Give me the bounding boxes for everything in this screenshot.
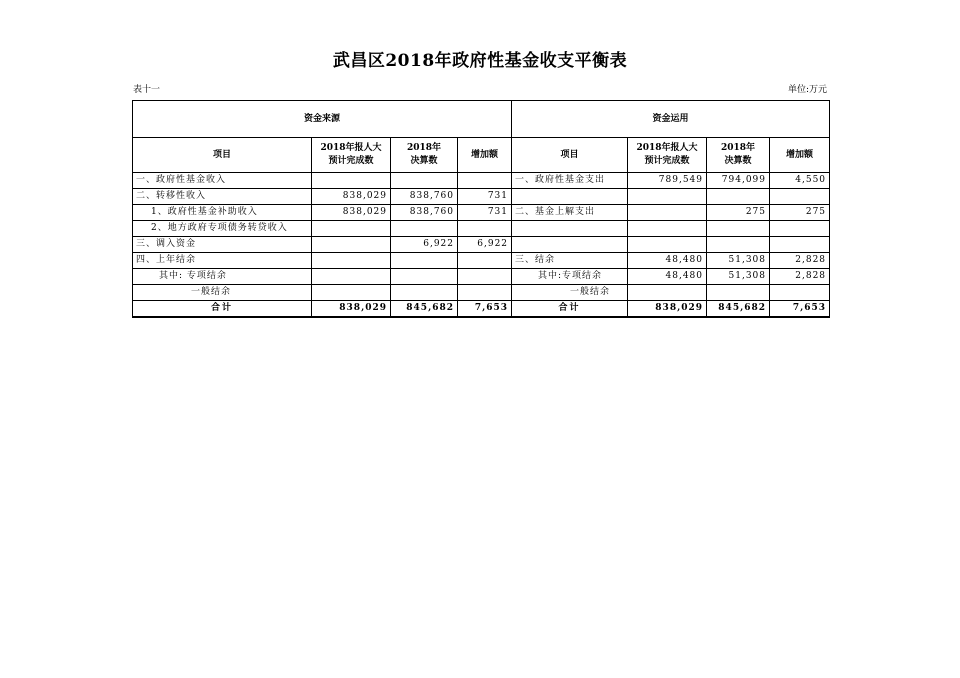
row-item-right: [512, 221, 628, 237]
table-row: [133, 173, 830, 189]
row-item-right: 二、基金上解支出: [512, 205, 628, 221]
row-item-left: 一、政府性基金收入: [133, 173, 312, 189]
row-final-left: [391, 221, 458, 237]
balance-table: [132, 100, 830, 318]
row-increase-left: 731: [458, 189, 512, 205]
row-item-left: 2、地方政府专项债务转贷收入: [133, 221, 312, 237]
row-estimate-right: [628, 221, 707, 237]
row-estimate-right: 789,549: [628, 173, 707, 189]
total-final-left: 845,682: [391, 301, 458, 318]
row-estimate-left: [312, 285, 391, 301]
row-item-left: 二、转移性收入: [133, 189, 312, 205]
table-row: [133, 189, 830, 205]
row-estimate-right: 48,480: [628, 269, 707, 285]
row-estimate-right: 48,480: [628, 253, 707, 269]
section-header-row: [133, 101, 830, 138]
row-increase-right: [770, 221, 830, 237]
row-final-right: 51,308: [707, 269, 770, 285]
row-final-left: [391, 173, 458, 189]
row-increase-right: 4,550: [770, 173, 830, 189]
column-header-row: [133, 138, 830, 173]
row-estimate-left: [312, 173, 391, 189]
total-increase-right: 7,653: [770, 301, 830, 318]
row-increase-left: [458, 253, 512, 269]
row-item-right: [512, 189, 628, 205]
header-final-left: 2018年 决算数: [391, 138, 458, 173]
row-final-right: [707, 285, 770, 301]
total-label-right: 合计: [512, 301, 628, 318]
row-increase-left: 731: [458, 205, 512, 221]
total-label-left: 合计: [133, 301, 312, 318]
row-increase-right: [770, 189, 830, 205]
row-final-right: 794,099: [707, 173, 770, 189]
table-row: [133, 237, 830, 253]
total-estimate-left: 838,029: [312, 301, 391, 318]
row-item-left: 一般结余: [133, 285, 312, 301]
header-increase-right: 增加额: [770, 138, 830, 173]
table-row: [133, 253, 830, 269]
header-increase-left: 增加额: [458, 138, 512, 173]
row-final-right: [707, 237, 770, 253]
section-sources: 资金来源: [133, 101, 512, 138]
row-estimate-right: [628, 285, 707, 301]
row-item-right: [512, 237, 628, 253]
row-item-right: 一、政府性基金支出: [512, 173, 628, 189]
row-estimate-left: 838,029: [312, 189, 391, 205]
row-increase-right: [770, 285, 830, 301]
row-estimate-right: [628, 237, 707, 253]
row-increase-left: 6,922: [458, 237, 512, 253]
row-increase-right: 275: [770, 205, 830, 221]
table-row: [133, 205, 830, 221]
row-final-left: 838,760: [391, 189, 458, 205]
header-estimate-left: 2018年报人大 预计完成数: [312, 138, 391, 173]
row-final-right: 275: [707, 205, 770, 221]
table-row: [133, 285, 830, 301]
row-increase-right: [770, 237, 830, 253]
row-increase-right: 2,828: [770, 253, 830, 269]
row-estimate-left: 838,029: [312, 205, 391, 221]
row-final-right: [707, 189, 770, 205]
row-estimate-left: [312, 237, 391, 253]
row-increase-left: [458, 173, 512, 189]
table-row: [133, 221, 830, 237]
row-final-right: [707, 221, 770, 237]
row-final-left: [391, 253, 458, 269]
row-item-right: 其中:专项结余: [512, 269, 628, 285]
row-item-left: 其中: 专项结余: [133, 269, 312, 285]
row-increase-right: 2,828: [770, 269, 830, 285]
row-estimate-right: [628, 189, 707, 205]
total-estimate-right: 838,029: [628, 301, 707, 318]
row-increase-left: [458, 285, 512, 301]
header-item-right: 项目: [512, 138, 628, 173]
total-final-right: 845,682: [707, 301, 770, 318]
header-final-right: 2018年 决算数: [707, 138, 770, 173]
header-item-left: 项目: [133, 138, 312, 173]
table-row: [133, 269, 830, 285]
row-final-left: [391, 285, 458, 301]
total-row: [133, 301, 830, 318]
row-final-left: 6,922: [391, 237, 458, 253]
row-item-left: 1、政府性基金补助收入: [133, 205, 312, 221]
row-estimate-left: [312, 221, 391, 237]
row-final-left: [391, 269, 458, 285]
row-estimate-right: [628, 205, 707, 221]
unit-label: 单位:万元: [787, 85, 827, 95]
row-increase-left: [458, 269, 512, 285]
row-increase-left: [458, 221, 512, 237]
row-item-left: 四、上年结余: [133, 253, 312, 269]
row-item-left: 三、调入资金: [133, 237, 312, 253]
row-item-right: 一般结余: [512, 285, 628, 301]
table-number: 表十一: [133, 85, 161, 95]
row-item-right: 三、结余: [512, 253, 628, 269]
row-final-left: 838,760: [391, 205, 458, 221]
row-estimate-left: [312, 253, 391, 269]
header-estimate-right: 2018年报人大 预计完成数: [628, 138, 707, 173]
row-final-right: 51,308: [707, 253, 770, 269]
total-increase-left: 7,653: [458, 301, 512, 318]
page-title: 武昌区2018年政府性基金收支平衡表: [332, 51, 628, 71]
row-estimate-left: [312, 269, 391, 285]
section-uses: 资金运用: [512, 101, 830, 138]
